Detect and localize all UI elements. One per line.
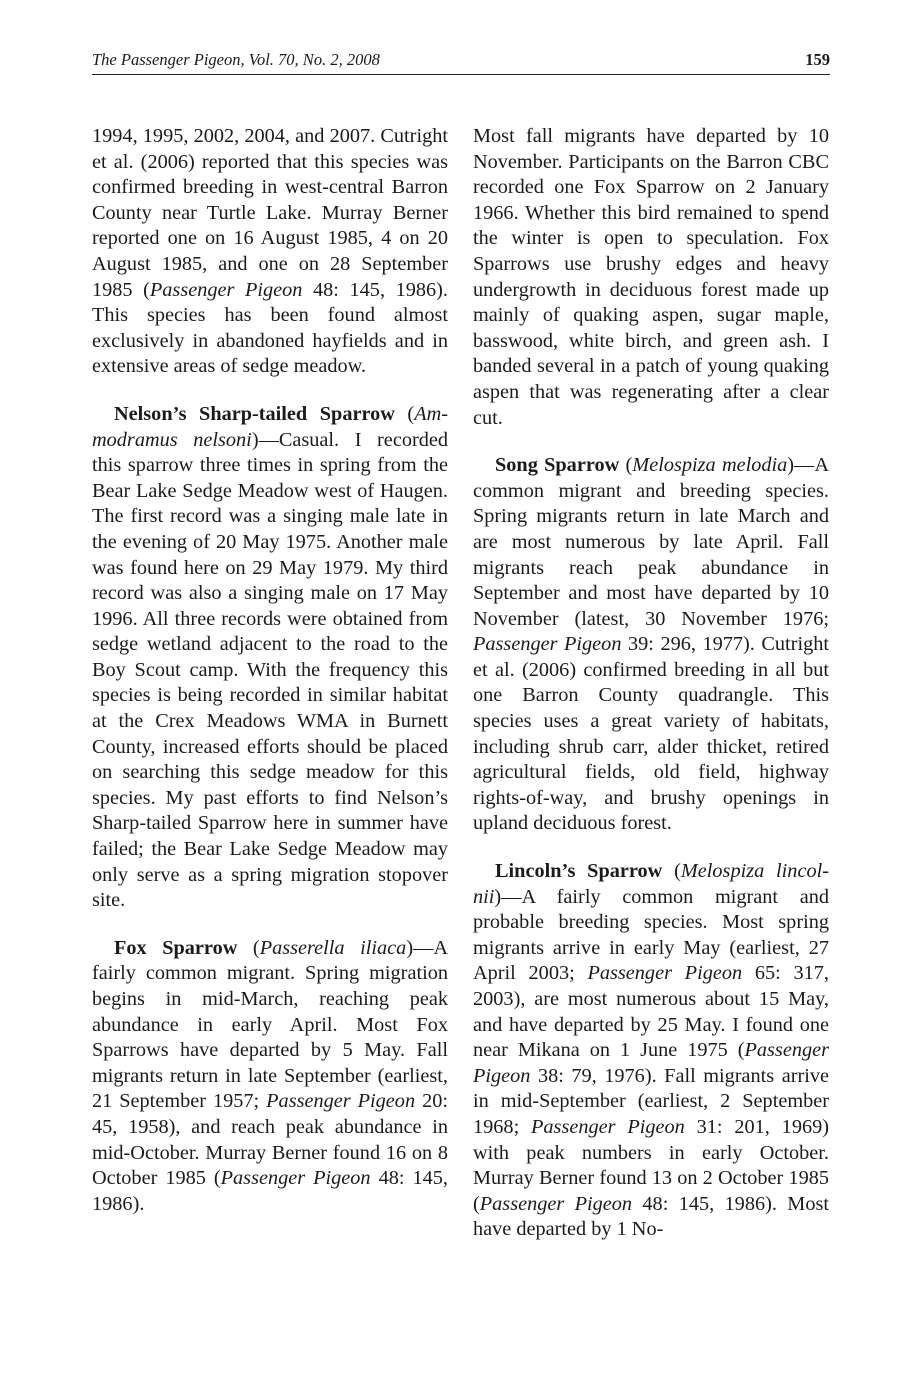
species-name: Nelson’s Sharp-tailed Sparrow bbox=[114, 402, 395, 425]
journal-citation: Passenger Pigeon bbox=[531, 1115, 685, 1138]
left-column bbox=[92, 124, 448, 1239]
body-text: Most fall migrants have departed by 10 November. Participants on the Barron CBC recorded one Fox Sparrow on 2 January 1966. Whether this bird remained to spend the winter is open to speculation. Fox Sparrows use brushy edges and heavy undergrowth in deciduous forest made up mainly of quaking aspen, sugar maple, basswood, white birch, and green ash. I banded several in a patch of young quaking aspen that was regenerating after a clear cut. bbox=[473, 125, 829, 429]
paragraph-continued bbox=[92, 124, 448, 380]
right-column bbox=[473, 124, 829, 1265]
body-text: 38: 79, 1976). Fall migrants arrive in mid-September (earliest, 2 September 1968; bbox=[473, 1064, 829, 1138]
species-account-lincolns-sparrow: Lincoln’s Sparrow (Melospiza lincolnii)—A fairly common migrant and probable breeding species. Most spring migrants arrive in early May (earliest, 27 April 2003; Passenger Pigeon 65: 317, 2003), are most numerous about 15 May, and have departed by 25 May. I found one near Mikana on 1 June 1975 (Passenger Pigeon 38: 79, 1976). Fall migrants arrive in mid-September (earliest, 2 September 1968; Passenger Pigeon 31: 201, 1969) with peak numbers in early October. Murray Berner found 13 on 2 October 1985 (Passenger Pigeon 48: 145, 1986). Most have departed by 1 No- bbox=[473, 860, 829, 1241]
journal-citation: Passenger Pigeon bbox=[149, 278, 303, 301]
species-account-nelsons-sharp-tailed-sparrow: Nelson’s Sharp-tailed Sparrow (Ammodramus nelsoni)—Casual. I recorded this sparrow three times in spring from the Bear Lake Sedge Meadow west of Haugen. The first record was a singing male late in the evening of 20 May 1975. Another male was found here on 29 May 1979. My third record was also a singing male on 17 May 1996. All three records were obtained from sedge wetland adjacent to the road to the Boy Scout camp. With the frequency this species is being recorded in similar habitat at the Crex Meadows WMA in Burnett County, increased efforts should be placed on searching this sedge meadow for this species. My past efforts to find Nelson’s Sharp-tailed Sparrow here in summer have failed; the Bear Lake Sedge Meadow may only serve as a spring migration stopover site. bbox=[92, 402, 449, 912]
journal-title: The Passenger Pigeon, Vol. 70, No. 2, 2008 bbox=[92, 50, 380, 69]
scientific-name: Passerella iliaca bbox=[259, 936, 407, 959]
species-name: Fox Sparrow bbox=[114, 936, 238, 959]
journal-citation: Passenger Pigeon bbox=[266, 1090, 416, 1113]
running-header bbox=[92, 48, 830, 75]
journal-citation: Passenger Pigeon bbox=[473, 1039, 829, 1087]
journal-citation: Passenger Pigeon bbox=[587, 962, 743, 985]
species-name: Song Sparrow bbox=[495, 454, 620, 477]
species-account-fox-sparrow: Fox Sparrow (Passerella iliaca)—A fairly common migrant. Spring migration begins in mid-March, reaching peak abundance in early April. Most Fox Sparrows have departed by 5 May. Fall migrants return in late September (earliest, 21 September 1957; Passenger Pigeon 20: 45, 1958), and reach peak abundance in mid-October. Murray Berner found 16 on 8 October 1985 (Passenger Pigeon 48: 145, 1986). bbox=[92, 936, 448, 1215]
body-text: )—A fairly common migrant. Spring migration begins in mid-March, reaching peak abundance in early April. Most Fox Sparrows have departed by 5 May. Fall migrants return in late September (earliest, 21 September 1957; bbox=[92, 936, 448, 1113]
paragraph-continued bbox=[473, 124, 829, 431]
species-account-song-sparrow: Song Sparrow (Melospiza melodia)—A common migrant and breeding species. Spring migrants return in late March and are most numerous by late April. Fall migrants reach peak abundance in September and most have departed by 10 November (latest, 30 November 1976; Passenger Pigeon 39: 296, 1977). Cutright et al. (2006) confirmed breeding in all but one Barron County quadrangle. This species uses a great variety of habitats, including shrub carr, alder thicket, retired agricultural fields, old field, highway rights-of-way, and brushy openings in upland deciduous forest. bbox=[473, 454, 829, 835]
body-text: )—A common migrant and breeding species. Spring migrants return in late March and are most numerous by late April. Fall migrants reach peak abundance in September and most have departed by 10 November (latest, 30 November 1976; bbox=[473, 454, 829, 630]
body-text: )—Casual. I recorded this sparrow three times in spring from the Bear Lake Sedge Meadow west of Haugen. The first record was a singing male late in the evening of 20 May 1975. Another male was found here on 29 May 1979. My third record was also a singing male on 17 May 1996. All three records were obtained from sedge wetland adjacent to the road to the Boy Scout camp. With the frequency this species is being recorded in similar habitat at the Crex Meadows WMA in Burnett County, increased efforts should be placed on searching this sedge meadow for this species. My past efforts to find Nelson’s Sharp-tailed Sparrow here in summer have failed; the Bear Lake Sedge Meadow may only serve as a spring migration stopover site. bbox=[92, 428, 448, 912]
body-text: 65: 317, 2003), are most numerous about 15 May, and have departed by 25 May. I found one near Mikana on 1 June 1975 ( bbox=[473, 962, 829, 1062]
body-text: 31: 201, 1969) with peak numbers in early October. Murray Berner found 13 on 2 October 1985 ( bbox=[473, 1115, 829, 1215]
body-text: 39: 296, 1977). Cutright et al. (2006) confirmed breeding in all but one Barron County quadrangle. This species uses a great variety of habitats, including shrub carr, alder thicket, retired agricultural fields, old field, highway rights-of-way, and brushy openings in upland deciduous forest. bbox=[473, 633, 829, 835]
body-text: 1994, 1995, 2002, 2004, and 2007. Cutright et al. (2006) reported that this species was confirmed breeding in west-central Barron County near Turtle Lake. Murray Berner reported one on 16 August 1985, 4 on 20 August 1985, and one on 28 September 1985 ( bbox=[92, 125, 448, 301]
journal-citation: Passenger Pigeon bbox=[220, 1167, 371, 1190]
scientific-name: Melospiza lincolnii bbox=[473, 860, 829, 908]
journal-citation: Passenger Pigeon bbox=[479, 1192, 633, 1215]
body-text: 48: 145, 1986). Most have departed by 1 No- bbox=[473, 1192, 829, 1241]
body-text: 20: 45, 1958), and reach peak abundance in mid-October. Murray Berner found 16 on 8 October 1985 ( bbox=[92, 1090, 448, 1190]
body-text: 48: 145, 1986). This species has been found almost exclusively in abandoned hayfields and in extensive areas of sedge meadow. bbox=[92, 278, 448, 378]
journal-citation: Passenger Pigeon bbox=[473, 633, 622, 656]
page-number: 159 bbox=[805, 50, 830, 69]
scientific-name: Ammodramus nelsoni bbox=[92, 402, 449, 451]
scientific-name: Melospiza melodia bbox=[632, 454, 788, 477]
species-name: Lincoln’s Sparrow bbox=[495, 860, 663, 883]
body-text: 48: 145, 1986). bbox=[92, 1167, 448, 1215]
body-text: )—A fairly common migrant and probable breeding species. Most spring migrants arrive in early May (earliest, 27 April 2003; bbox=[473, 885, 829, 985]
